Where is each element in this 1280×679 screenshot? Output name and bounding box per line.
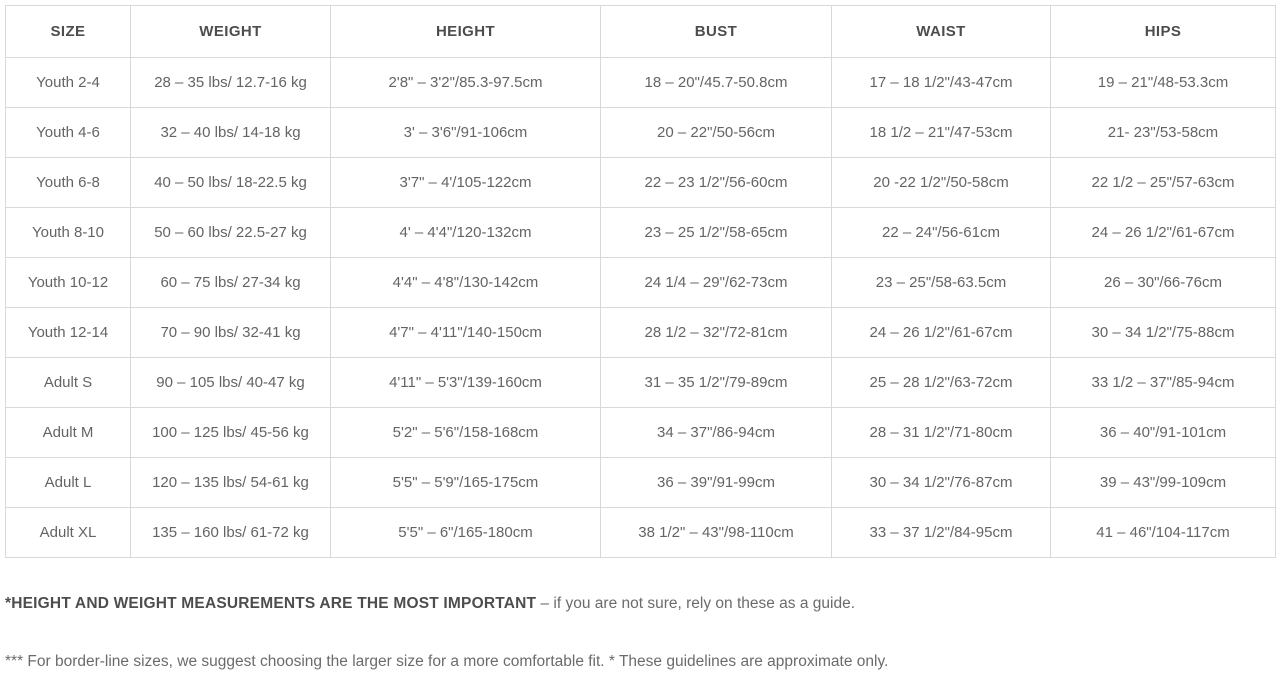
table-row	[6, 158, 1276, 208]
height-cell: 4' – 4'4"/120-132cm	[331, 208, 601, 258]
waist-cell: 24 – 26 1/2"/61-67cm	[832, 308, 1051, 358]
size-cell: Adult XL	[6, 508, 131, 558]
table-row	[6, 408, 1276, 458]
size-cell: Youth 12-14	[6, 308, 131, 358]
size-cell: Adult S	[6, 358, 131, 408]
table-row	[6, 208, 1276, 258]
height-cell: 5'5" – 5'9"/165-175cm	[331, 458, 601, 508]
height-cell: 2'8" – 3'2"/85.3-97.5cm	[331, 58, 601, 108]
weight-cell: 50 – 60 lbs/ 22.5-27 kg	[131, 208, 331, 258]
col-header-height: HEIGHT	[331, 6, 601, 58]
bust-cell: 22 – 23 1/2"/56-60cm	[601, 158, 832, 208]
size-cell: Youth 2-4	[6, 58, 131, 108]
hips-cell: 41 – 46"/104-117cm	[1051, 508, 1276, 558]
footnote-important-rest: – if you are not sure, rely on these as a guide.	[536, 595, 856, 612]
col-header-bust: BUST	[601, 6, 832, 58]
height-cell: 4'11" – 5'3"/139-160cm	[331, 358, 601, 408]
hips-cell: 26 – 30"/66-76cm	[1051, 258, 1276, 308]
weight-cell: 120 – 135 lbs/ 54-61 kg	[131, 458, 331, 508]
bust-cell: 18 – 20"/45.7-50.8cm	[601, 58, 832, 108]
weight-cell: 90 – 105 lbs/ 40-47 kg	[131, 358, 331, 408]
weight-cell: 32 – 40 lbs/ 14-18 kg	[131, 108, 331, 158]
table-row	[6, 508, 1276, 558]
hips-cell: 30 – 34 1/2"/75-88cm	[1051, 308, 1276, 358]
col-header-size: SIZE	[6, 6, 131, 58]
hips-cell: 39 – 43"/99-109cm	[1051, 458, 1276, 508]
size-cell: Youth 6-8	[6, 158, 131, 208]
size-cell: Youth 8-10	[6, 208, 131, 258]
height-cell: 3' – 3'6"/91-106cm	[331, 108, 601, 158]
waist-cell: 30 – 34 1/2"/76-87cm	[832, 458, 1051, 508]
bust-cell: 34 – 37"/86-94cm	[601, 408, 832, 458]
size-cell: Youth 4-6	[6, 108, 131, 158]
size-cell: Adult M	[6, 408, 131, 458]
height-cell: 4'7" – 4'11"/140-150cm	[331, 308, 601, 358]
weight-cell: 40 – 50 lbs/ 18-22.5 kg	[131, 158, 331, 208]
weight-cell: 28 – 35 lbs/ 12.7-16 kg	[131, 58, 331, 108]
col-header-weight: WEIGHT	[131, 6, 331, 58]
col-header-hips: HIPS	[1051, 6, 1276, 58]
height-cell: 5'2" – 5'6"/158-168cm	[331, 408, 601, 458]
hips-cell: 24 – 26 1/2"/61-67cm	[1051, 208, 1276, 258]
weight-cell: 135 – 160 lbs/ 61-72 kg	[131, 508, 331, 558]
waist-cell: 22 – 24"/56-61cm	[832, 208, 1051, 258]
hips-cell: 22 1/2 – 25"/57-63cm	[1051, 158, 1276, 208]
waist-cell: 25 – 28 1/2"/63-72cm	[832, 358, 1051, 408]
hips-cell: 21- 23"/53-58cm	[1051, 108, 1276, 158]
bust-cell: 36 – 39"/91-99cm	[601, 458, 832, 508]
waist-cell: 18 1/2 – 21"/47-53cm	[832, 108, 1051, 158]
table-row	[6, 58, 1276, 108]
footnote-borderline: *** For border-line sizes, we suggest choosing the larger size for a more comfortable fit. * These guidelines are approximate only.	[5, 653, 889, 670]
table-row	[6, 308, 1276, 358]
table-row	[6, 358, 1276, 408]
bust-cell: 24 1/4 – 29"/62-73cm	[601, 258, 832, 308]
table-row	[6, 108, 1276, 158]
waist-cell: 20 -22 1/2"/50-58cm	[832, 158, 1051, 208]
weight-cell: 70 – 90 lbs/ 32-41 kg	[131, 308, 331, 358]
hips-cell: 19 – 21"/48-53.3cm	[1051, 58, 1276, 108]
col-header-waist: WAIST	[832, 6, 1051, 58]
bust-cell: 28 1/2 – 32"/72-81cm	[601, 308, 832, 358]
height-cell: 3'7" – 4'/105-122cm	[331, 158, 601, 208]
hips-cell: 36 – 40"/91-101cm	[1051, 408, 1276, 458]
table-row	[6, 458, 1276, 508]
bust-cell: 38 1/2" – 43"/98-110cm	[601, 508, 832, 558]
table-header-row	[6, 6, 1276, 58]
bust-cell: 31 – 35 1/2"/79-89cm	[601, 358, 832, 408]
waist-cell: 33 – 37 1/2"/84-95cm	[832, 508, 1051, 558]
bust-cell: 20 – 22"/50-56cm	[601, 108, 832, 158]
height-cell: 5'5" – 6"/165-180cm	[331, 508, 601, 558]
size-cell: Adult L	[6, 458, 131, 508]
footnote-important-bold: *HEIGHT AND WEIGHT MEASUREMENTS ARE THE MOST IMPORTANT	[5, 595, 537, 612]
bust-cell: 23 – 25 1/2"/58-65cm	[601, 208, 832, 258]
weight-cell: 60 – 75 lbs/ 27-34 kg	[131, 258, 331, 308]
height-cell: 4'4" – 4'8"/130-142cm	[331, 258, 601, 308]
waist-cell: 23 – 25"/58-63.5cm	[832, 258, 1051, 308]
size-chart-table	[5, 5, 1276, 558]
waist-cell: 17 – 18 1/2"/43-47cm	[832, 58, 1051, 108]
table-row	[6, 258, 1276, 308]
weight-cell: 100 – 125 lbs/ 45-56 kg	[131, 408, 331, 458]
waist-cell: 28 – 31 1/2"/71-80cm	[832, 408, 1051, 458]
size-cell: Youth 10-12	[6, 258, 131, 308]
footnote-important	[5, 595, 1275, 613]
hips-cell: 33 1/2 – 37"/85-94cm	[1051, 358, 1276, 408]
